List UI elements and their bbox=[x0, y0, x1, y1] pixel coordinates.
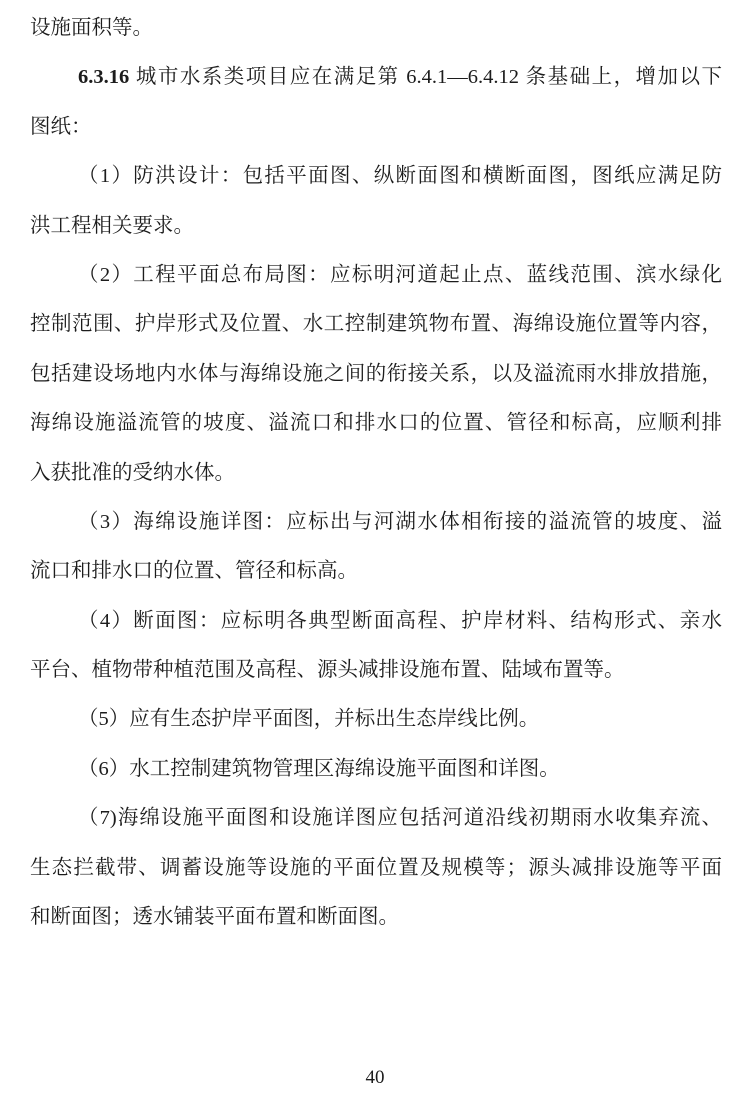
section-number: 6.3.16 bbox=[78, 66, 130, 89]
text-segment: 海绵设施溢流管的坡度、溢流口和排水口的位置、管径和标高，应顺利排 bbox=[30, 412, 722, 435]
text-line bbox=[30, 103, 722, 152]
text-segment: （6）水工控制建筑物管理区海绵设施平面图和详图。 bbox=[78, 757, 560, 780]
text-segment: 洪工程相关要求。 bbox=[30, 214, 194, 237]
text-line bbox=[30, 498, 722, 547]
text-line bbox=[30, 745, 722, 794]
text-line bbox=[30, 449, 722, 498]
text-segment: （4）断面图：应标明各典型断面高程、护岸材料、结构形式、亲水 bbox=[78, 609, 722, 632]
text-line bbox=[30, 695, 722, 744]
text-line bbox=[30, 202, 722, 251]
text-line bbox=[30, 893, 722, 942]
document-body bbox=[30, 4, 722, 942]
text-segment: 入获批准的受纳水体。 bbox=[30, 461, 235, 484]
text-line bbox=[30, 646, 722, 695]
text-segment: 包括建设场地内水体与海绵设施之间的衔接关系，以及溢流雨水排放措施， bbox=[30, 362, 722, 385]
text-segment: （3）海绵设施详图：应标出与河湖水体相衔接的溢流管的坡度、溢 bbox=[78, 510, 722, 533]
text-segment: （5）应有生态护岸平面图，并标出生态岸线比例。 bbox=[78, 708, 540, 731]
text-segment: 和断面图；透水铺装平面布置和断面图。 bbox=[30, 906, 399, 929]
text-line bbox=[30, 4, 722, 53]
text-line bbox=[30, 844, 722, 893]
text-segment: （1）防洪设计：包括平面图、纵断面图和横断面图，图纸应满足防 bbox=[78, 165, 722, 188]
text-line bbox=[30, 300, 722, 349]
text-line bbox=[30, 794, 722, 843]
text-segment: 平台、植物带种植范围及高程、源头减排设施布置、陆域布置等。 bbox=[30, 659, 625, 682]
text-line bbox=[30, 152, 722, 201]
text-segment: 设施面积等。 bbox=[30, 17, 153, 39]
text-segment: 图纸： bbox=[30, 115, 92, 138]
page-number: 40 bbox=[365, 1067, 385, 1088]
text-line bbox=[30, 350, 722, 399]
text-segment: （7)海绵设施平面图和设施详图应包括河道沿线初期雨水收集弃流、 bbox=[78, 807, 722, 830]
text-line bbox=[30, 399, 722, 448]
text-segment: 城市水系类项目应在满足第 6.4.1—6.4.12 条基础上，增加以下 bbox=[129, 66, 722, 89]
text-segment: （2）工程平面总布局图：应标明河道起止点、蓝线范围、滨水绿化 bbox=[78, 263, 722, 286]
text-segment: 生态拦截带、调蓄设施等设施的平面位置及规模等；源头减排设施等平面 bbox=[30, 856, 722, 879]
text-segment: 流口和排水口的位置、管径和标高。 bbox=[30, 560, 358, 583]
text-segment: 控制范围、护岸形式及位置、水工控制建筑物布置、海绵设施位置等内容， bbox=[30, 313, 722, 336]
text-line bbox=[30, 251, 722, 300]
text-line bbox=[30, 547, 722, 596]
text-line bbox=[30, 597, 722, 646]
text-line bbox=[30, 53, 722, 102]
